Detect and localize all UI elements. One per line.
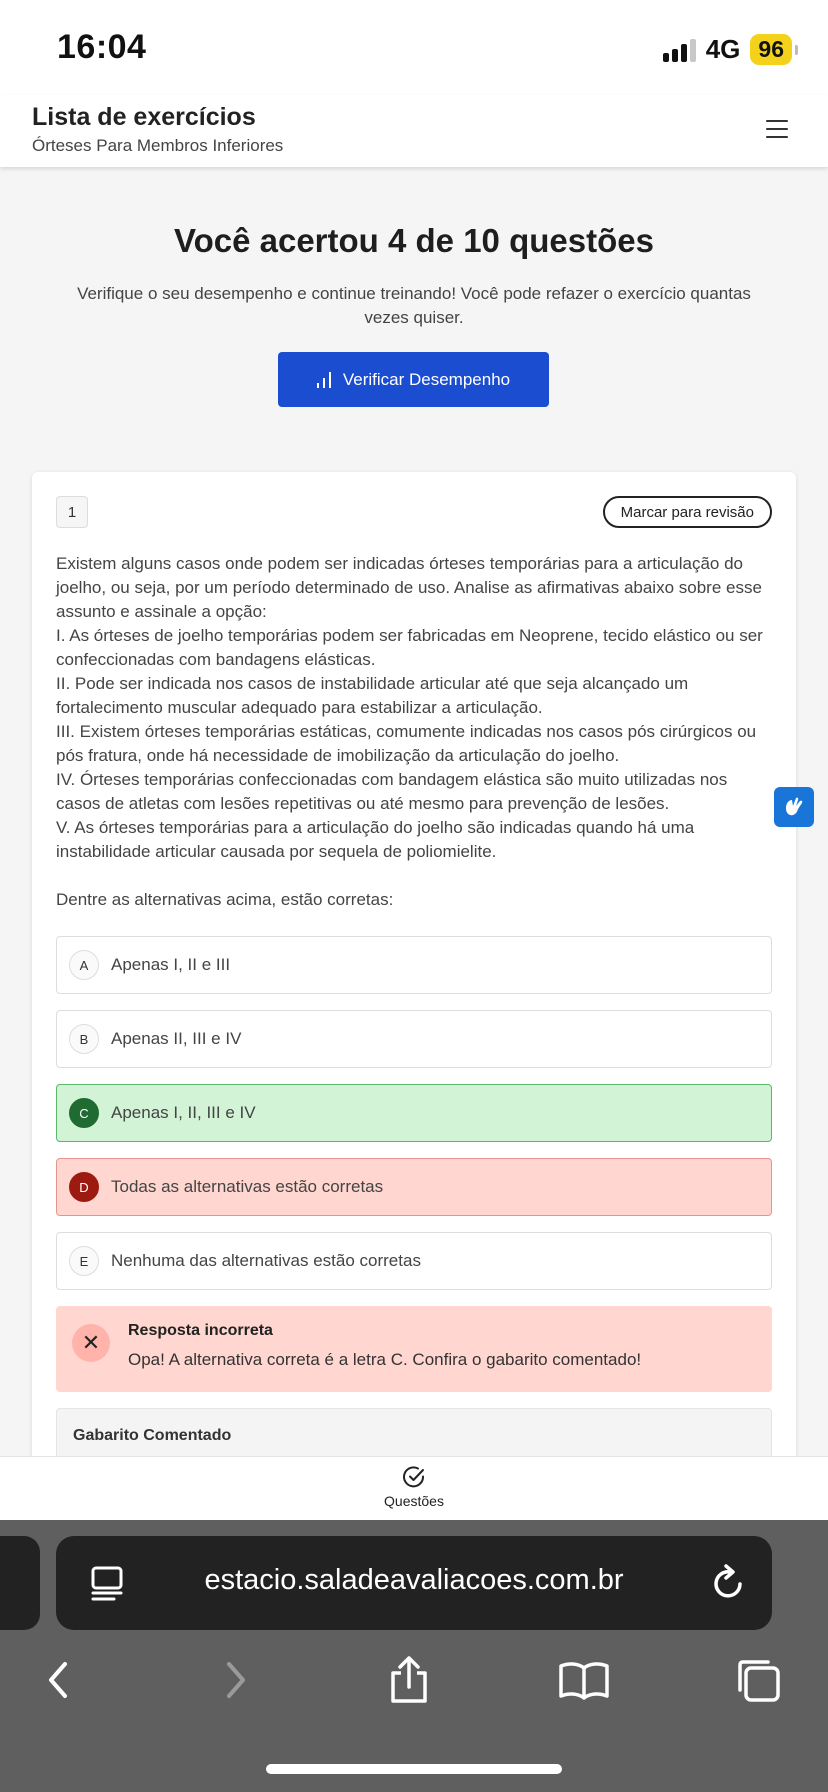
feedback-text: Opa! A alternativa correta é a letra C. Confira o gabarito comentado! xyxy=(128,1350,642,1369)
statement-item: IV. Órteses temporárias confeccionadas com bandagem elástica são muito utilizadas nos casos de atletas com lesões repetitivas ou até mesmo para prevenção de lesões. xyxy=(56,770,728,813)
option-text: Nenhuma das alternativas estão corretas xyxy=(111,1251,421,1270)
feedback-title: Resposta incorreta xyxy=(128,1322,273,1339)
page-title: Lista de exercícios xyxy=(32,103,256,131)
app-header xyxy=(0,95,828,167)
question-statement xyxy=(56,552,772,912)
battery-icon: 96 xyxy=(750,34,792,65)
option-letter: B xyxy=(69,1024,99,1054)
url-text: estacio.saladeavaliacoes.com.br xyxy=(204,1564,624,1596)
option-text: Apenas I, II e III xyxy=(111,955,231,974)
mark-review-button[interactable]: Marcar para revisão xyxy=(603,496,772,528)
option-text: Apenas II, III e IV xyxy=(111,1029,242,1048)
tab-questions-label: Questões xyxy=(384,1493,444,1509)
address-bar[interactable] xyxy=(56,1536,772,1630)
status-bar xyxy=(0,0,828,95)
option-text: Todas as alternativas estão corretas xyxy=(111,1177,384,1196)
statement-item: II. Pode ser indicada nos casos de instabilidade articular até que seja alcançado um fortalecimento muscular adequado para estabilizar a articulação. xyxy=(56,674,689,717)
back-icon[interactable] xyxy=(28,1650,88,1710)
result-description: Verifique o seu desempenho e continue treinando! Você pode refazer o exercício quantas vezes quiser. xyxy=(77,284,751,327)
question-card xyxy=(32,472,796,1472)
option-d-selected-wrong[interactable] xyxy=(56,1158,772,1216)
previous-tab-preview[interactable] xyxy=(0,1536,40,1630)
page-subtitle: Órteses Para Membros Inferiores xyxy=(32,136,284,155)
option-b[interactable] xyxy=(56,1010,772,1068)
option-letter: E xyxy=(69,1246,99,1276)
check-performance-button[interactable] xyxy=(278,352,549,407)
option-text: Apenas I, II, III e IV xyxy=(111,1103,256,1122)
answer-key-title: Gabarito Comentado xyxy=(73,1427,232,1444)
bottom-tab-bar xyxy=(0,1456,828,1520)
statement-item: I. As órteses de joelho temporárias podem ser fabricadas em Neoprene, tecido elástico ou ser confeccionadas com bandagens elásticas. xyxy=(56,626,763,669)
network-type: 4G xyxy=(705,34,741,64)
statement-item: V. As órteses temporárias para a articulação do joelho são indicadas quando há uma instabilidade articular causada por sequela de poliomielite. xyxy=(56,818,695,861)
tab-questions[interactable] xyxy=(0,1465,828,1509)
signal-icon xyxy=(663,38,696,62)
bar-chart-icon xyxy=(317,372,331,388)
statement-item: III. Existem órteses temporárias estáticas, comumente indicadas nos casos pós cirúrgicos ou pós fratura, onde há necessidade de imobilização da articulação do joelho. xyxy=(56,722,757,765)
result-title: Você acertou 4 de 10 questões xyxy=(174,222,654,259)
share-icon[interactable] xyxy=(379,1650,439,1710)
status-indicators xyxy=(663,34,792,65)
close-icon: ✕ xyxy=(72,1324,110,1362)
tabs-icon[interactable] xyxy=(728,1650,788,1710)
status-time: 16:04 xyxy=(57,28,147,66)
sign-language-icon[interactable] xyxy=(774,787,814,827)
incorrect-answer-alert xyxy=(56,1306,772,1392)
option-e[interactable] xyxy=(56,1232,772,1290)
bookmarks-icon[interactable] xyxy=(554,1650,614,1710)
hamburger-menu-icon[interactable] xyxy=(766,120,788,138)
check-circle-icon xyxy=(402,1465,426,1489)
option-letter: C xyxy=(69,1098,99,1128)
reload-icon[interactable] xyxy=(710,1564,746,1602)
option-a[interactable] xyxy=(56,936,772,994)
home-indicator xyxy=(266,1764,562,1774)
browser-toolbar xyxy=(0,1520,828,1792)
question-number: 1 xyxy=(56,496,88,528)
question-prompt: Dentre as alternativas acima, estão corretas: xyxy=(56,890,394,909)
check-performance-label: Verificar Desempenho xyxy=(342,369,511,389)
answer-options xyxy=(56,936,772,1306)
option-c-correct[interactable] xyxy=(56,1084,772,1142)
forward-icon[interactable] xyxy=(206,1650,266,1710)
statement-intro: Existem alguns casos onde podem ser indicadas órteses temporárias para a articulação do joelho, ou seja, por um período determinado de uso. Analise as afirmativas abaixo sobre esse assunto e assinale a opção: xyxy=(56,554,762,621)
option-letter: A xyxy=(69,950,99,980)
browser-nav xyxy=(0,1650,828,1710)
option-letter: D xyxy=(69,1172,99,1202)
